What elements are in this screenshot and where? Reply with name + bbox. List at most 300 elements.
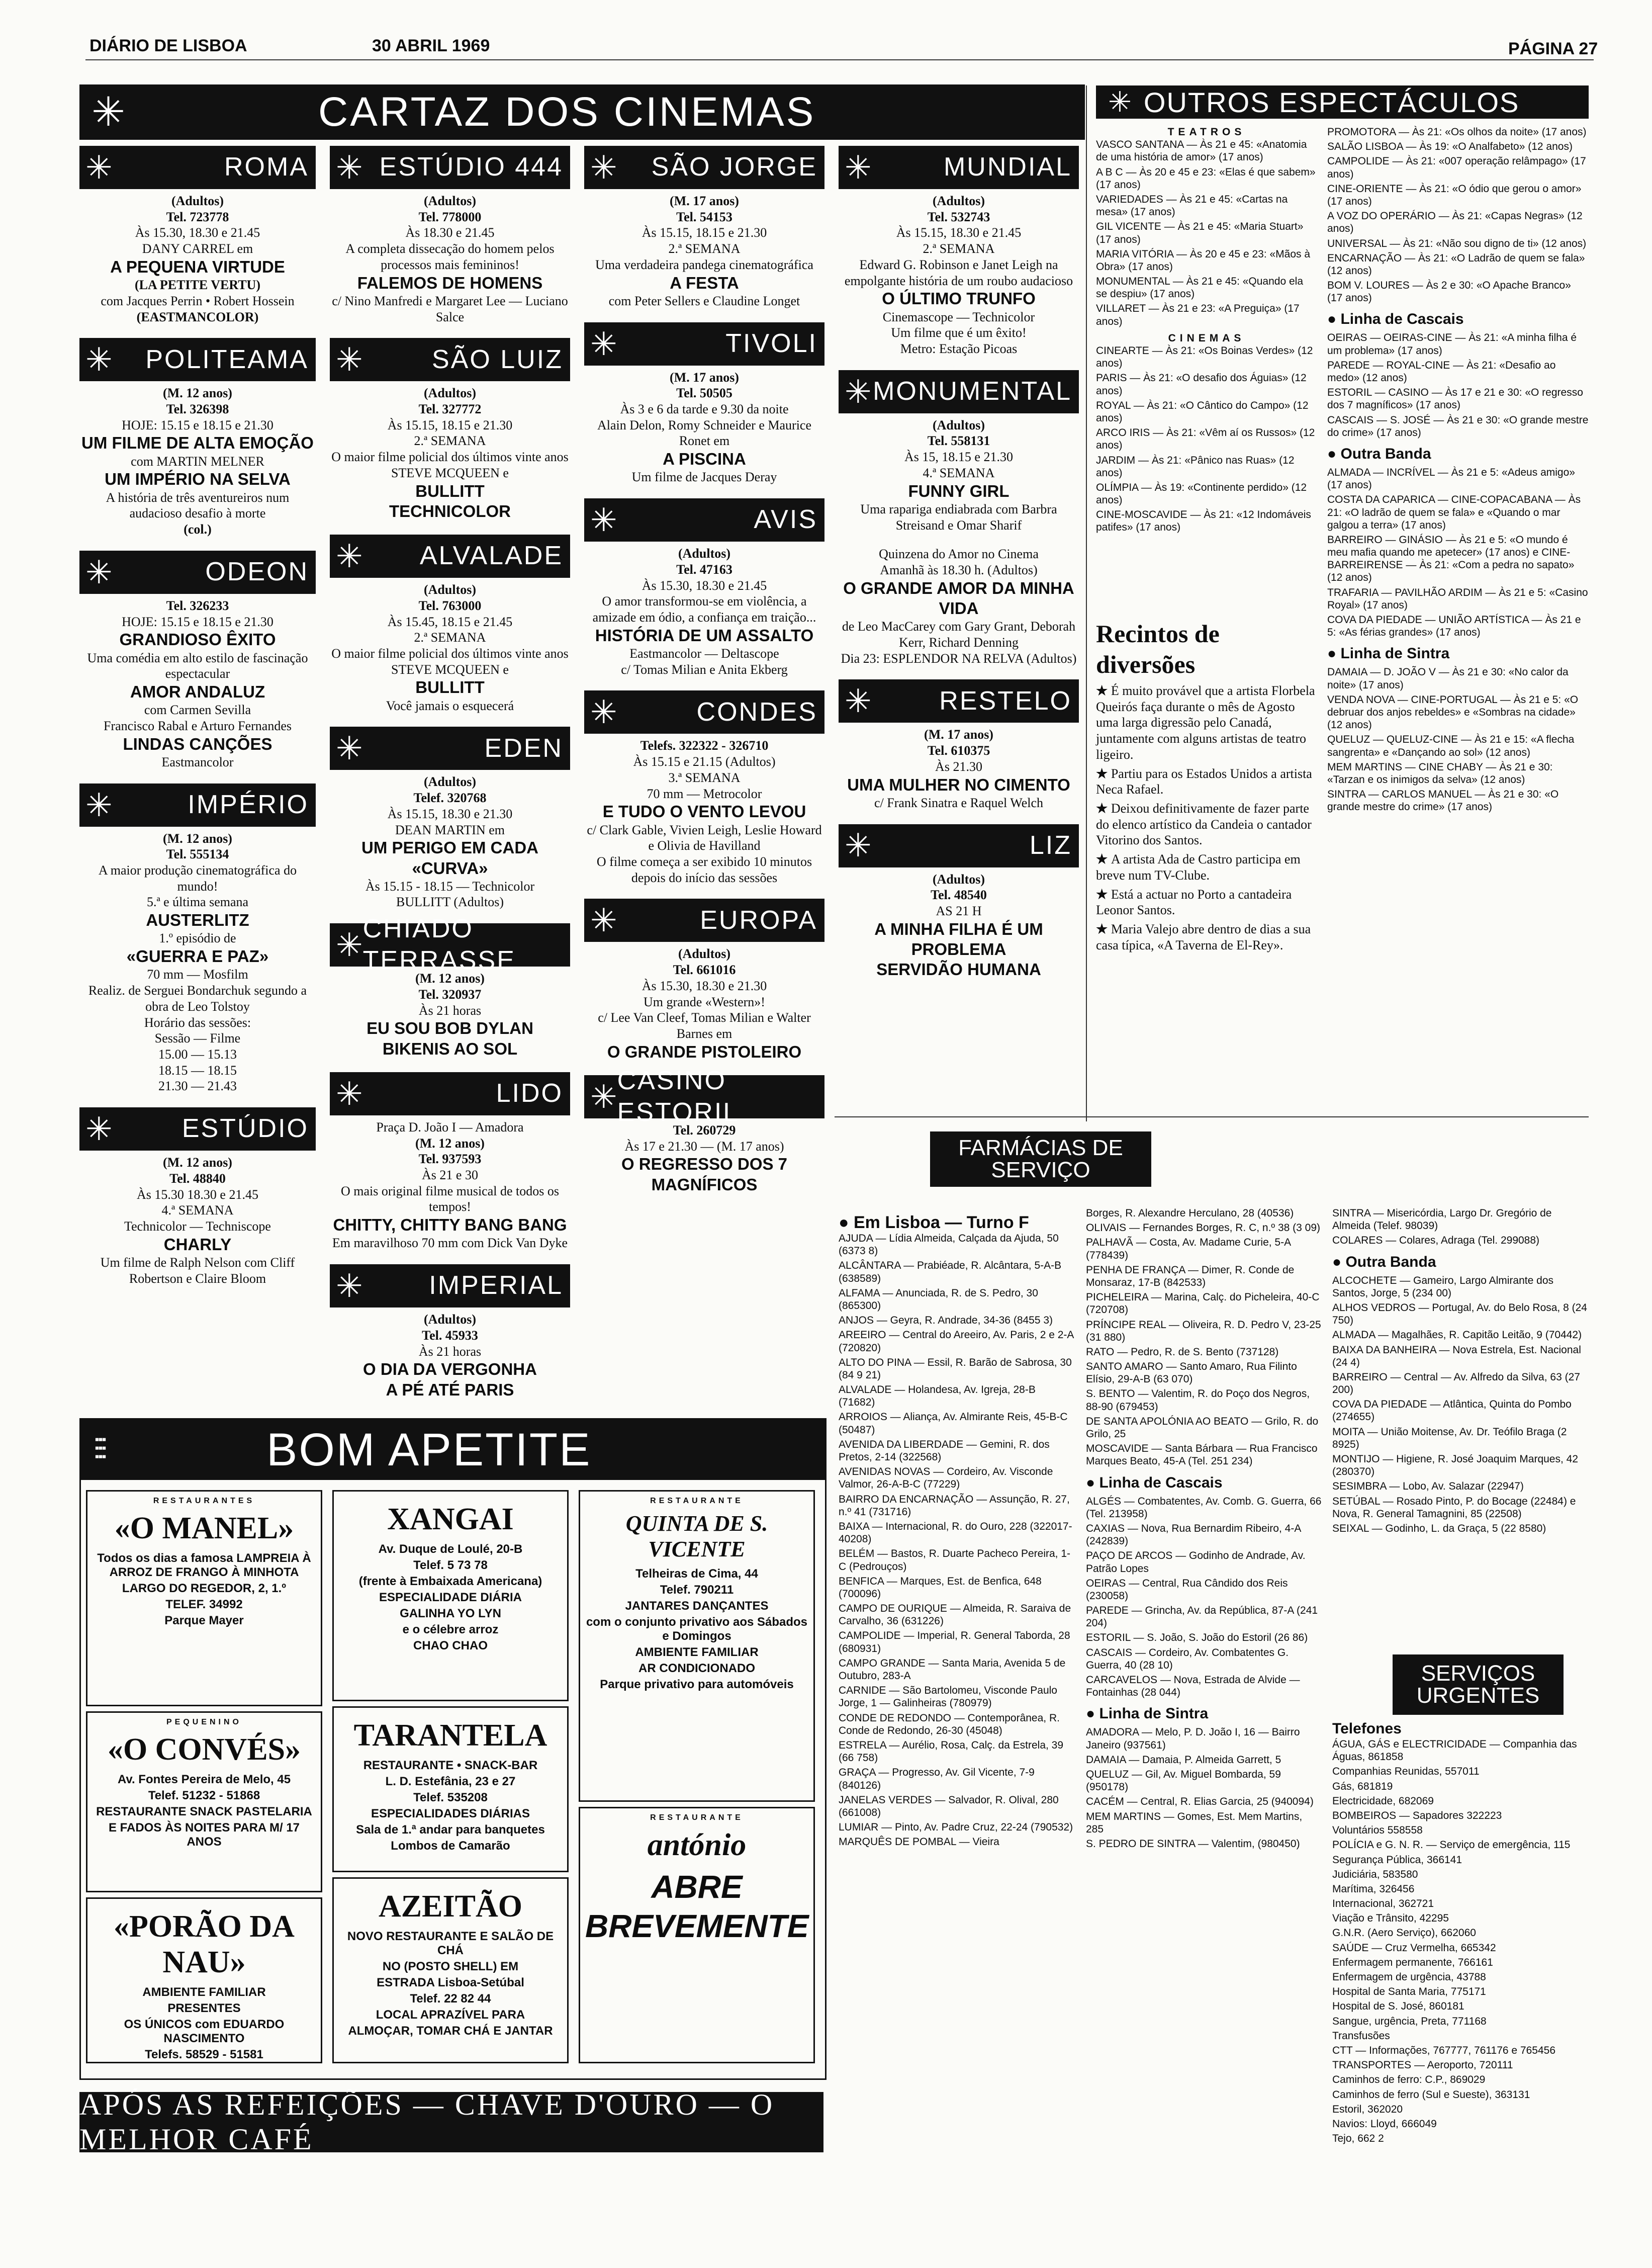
phone-entry: Judiciária, 583580: [1332, 1868, 1418, 1880]
restaurant-detail: e o célebre arroz: [402, 1623, 499, 1636]
cinema-line: Alain Delon, Romy Schneider e Maurice Ronet em: [597, 417, 811, 449]
cinema-listing: [330, 338, 570, 521]
cinema-line: com Jacques Perrin • Robert Hossein: [101, 293, 295, 308]
cinema-line: Às 21 horas: [418, 1003, 482, 1018]
cinema-name: CHIADO TERRASSE: [362, 914, 516, 976]
cascais-entry: PAREDE — ROYAL-CINE — Às 21: «Desafio ao medo» (12 anos): [1327, 359, 1556, 384]
cinema-line: «GUERRA E PAZ»: [126, 947, 269, 966]
recintos-item: [1096, 683, 1317, 763]
pharmacy-entry: CAXIAS — Nova, Rua Bernardim Ribeiro, 4-A (242839): [1086, 1522, 1301, 1547]
sintra-entry: SINTRA — CARLOS MANUEL — Às 21 e 30: «O grande mestre do crime» (17 anos): [1327, 789, 1559, 813]
pharmacy-entry: ARROIOS — Aliança, Av. Almirante Reis, 45-B-C (50487): [839, 1411, 1068, 1436]
cinema-line: O maior filme policial dos últimos vinte anos: [331, 450, 569, 465]
pharmacy-entry: SANTO AMARO — Santo Amaro, Rua Filinto Elísio, 29-A-B (63 070): [1086, 1361, 1297, 1385]
restaurant-ad-quinta: [579, 1490, 815, 1802]
outra-banda-entry: COVA DA PIEDADE — UNIÃO ARTÍSTICA — Às 21 e 5: «As férias grandes» (17 anos): [1327, 614, 1581, 639]
restaurant-detail: ESPECIALIDADES DIÁRIAS: [371, 1807, 530, 1820]
pharmacy-entry: ESTORIL — S. João, S. João do Estoril (26 86): [1086, 1632, 1308, 1644]
pharmacy-entry: COLARES — Colares, Adraga (Tel. 299088): [1332, 1235, 1540, 1247]
cinema-line: BULLITT: [415, 678, 485, 697]
outra-banda-entry: ALMADA — INCRÍVEL — Às 21 e 5: «Adeus amigo» (17 anos): [1327, 466, 1575, 491]
restaurant-detail: OS ÚNICOS com EDUARDO NASCIMENTO: [124, 2018, 285, 2045]
star-icon: ✳: [336, 927, 363, 964]
cinema-line: FUNNY GIRL: [908, 481, 1009, 500]
restaurant-name: «O MANEL»: [114, 1511, 294, 1545]
recintos-item: [1096, 851, 1317, 883]
page-number: PÁGINA 27: [1508, 39, 1598, 58]
recintos-text: Maria Valejo abre dentro de dias a sua casa típica, «A Taverna de El-Rey».: [1096, 922, 1311, 952]
cinema-line: Technicolor — Techniscope: [124, 1219, 271, 1234]
cinema-entry: CINEARTE — Às 21: «Os Boinas Verdes» (12 anos): [1096, 345, 1313, 370]
pharmacy-entry: PALHAVÃ — Costa, Av. Madame Curie, 5-A (778439): [1086, 1237, 1291, 1261]
cinema-line: A PÉ ATÉ PARIS: [386, 1380, 514, 1399]
cinema-name: CONDES: [696, 697, 817, 727]
restaurant-detail: Telef. 22 82 44: [410, 1992, 491, 2005]
star-icon: ✳: [336, 149, 363, 186]
cinema-line: Eastmancolor: [161, 754, 234, 769]
pharmacy-entry: MONTIJO — Higiene, R. José Joaquim Marques, 42 (280370): [1332, 1453, 1579, 1478]
pharmacy-entry: S. BENTO — Valentim, R. do Poço dos Negros, 88-90 (679453): [1086, 1388, 1310, 1413]
cinema-line: BULLITT: [415, 481, 485, 500]
star-icon: ✳: [590, 502, 617, 539]
cinema-line: Às 15.30, 18.30 e 21.45: [641, 578, 767, 593]
cinema-line: Telef. 320768: [413, 791, 487, 806]
cinema-header: [584, 146, 824, 189]
cinema-line: (M. 17 anos): [670, 370, 739, 385]
cinema-line: CHARLY: [163, 1235, 232, 1254]
phone-entry: Companhias Reunidas, 557011: [1332, 1766, 1480, 1778]
phone-entry: POLÍCIA e G. N. R. — Serviço de emergência, 115: [1332, 1839, 1571, 1851]
cinema-line: Telefs. 322322 - 326710: [640, 738, 769, 753]
cinema-line: c/ Lee Van Cleef, Tomas Milian e Walter Barnes em: [598, 1010, 811, 1041]
chave-douro-text: APÓS AS REFEIÇÕES — CHAVE D'OURO — O MELHOR CAFÉ: [79, 2088, 775, 2156]
cinema-line: (M. 12 anos): [415, 971, 485, 986]
pharmacy-entry: ALFAMA — Anunciada, R. de S. Pedro, 30 (865300): [839, 1287, 1038, 1312]
pharmacy-entry: MARQUÊS DE POMBAL — Vieira: [839, 1836, 999, 1848]
restaurant-ad-azeitao: [332, 1877, 569, 2063]
restaurant-detail: AMBIENTE FAMILIAR: [635, 1645, 759, 1659]
cinema-column-4: [839, 146, 1079, 993]
cinema-listing: [79, 338, 316, 538]
cinema-line: O DIA DA VERGONHA: [363, 1360, 537, 1379]
cinema-name: RESTELO: [939, 686, 1072, 716]
pharmacy-entry: QUELUZ — Gil, Av. Miguel Bombarda, 59 (950178): [1086, 1768, 1281, 1793]
recintos-section: [1096, 619, 1317, 956]
phone-entry: CTT — Informações, 767777, 761176 e 765456: [1332, 2044, 1556, 2056]
cinema-listing: [584, 690, 824, 886]
pharmacy-entry: PRÍNCIPE REAL — Oliveira, R. D. Pedro V, 23-25 (31 880): [1086, 1319, 1321, 1343]
cinema-header: [584, 690, 824, 734]
pharmacy-entry: BENFICA — Marques, Est. de Benfica, 648 (700096): [839, 1575, 1042, 1600]
outra-banda-entry: COSTA DA CAPARICA — CINE-COPACABANA — Às 21: «O ladrão de quem se fala» e «Quando o mar galgou a terra» (17 anos): [1327, 494, 1581, 531]
cinema-listing: [79, 1107, 316, 1286]
cinema-listing: [330, 535, 570, 714]
cinema-name: EDEN: [484, 733, 563, 763]
cinema-name: TIVOLI: [725, 328, 817, 358]
pharmacy-entry: PAREDE — Grincha, Av. da República, 87-A (241 204): [1086, 1605, 1318, 1629]
star-icon: ✳: [845, 373, 872, 410]
cinema-line: Praça D. João I — Amadora: [376, 1119, 524, 1135]
sintra-entry: MEM MARTINS — CINE CHABY — Às 21 e 30: «Tarzan e os inimigos da selva» (12 anos): [1327, 761, 1553, 786]
cinema-line: O maior filme policial dos últimos vinte anos: [331, 646, 569, 661]
pharmacy-entry: AVENIDAS NOVAS — Cordeiro, Av. Visconde Valmor, 26-A-B-C (77229): [839, 1466, 1053, 1491]
cinema-line: Tel. 50505: [676, 386, 732, 401]
cinema-line: (M. 17 anos): [670, 194, 739, 208]
pharmacy-entry: DE SANTA APOLÓNIA AO BEATO — Grilo, R. do Grilo, 25: [1086, 1415, 1319, 1440]
pharmacy-entry: SINTRA — Misericórdia, Largo Dr. Gregório de Almeida (Telef. 98039): [1332, 1207, 1552, 1232]
sintra-entry: QUELUZ — QUELUZ-CINE — Às 21 e 15: «A flecha sangrenta» e «Dançando ao sol» (12 anos): [1327, 734, 1575, 758]
cinemas-banner: [79, 84, 1085, 140]
cinema-name: MUNDIAL: [943, 152, 1072, 182]
cinema-line: O GRANDE PISTOLEIRO: [607, 1042, 802, 1061]
restaurant-detail: Parque privativo para automóveis: [600, 1678, 794, 1691]
restaurant-ad-tarantela: [332, 1706, 569, 1872]
cinema-line: Eastmancolor — Deltascope: [629, 646, 779, 661]
cinema-line: 5.ª e última semana: [146, 895, 249, 910]
pharmacy-entry: ALCÂNTARA — Prabiéade, R. Alcântara, 5-A-B (638589): [839, 1260, 1062, 1284]
pharmacy-entry: OLIVAIS — Fernandes Borges, R. C, n.º 38 (3 09): [1086, 1222, 1320, 1234]
cinema-line: Um grande «Western»!: [644, 994, 765, 1009]
star-icon: ✳: [590, 325, 617, 362]
restaurant-detail: NO (POSTO SHELL) EM: [382, 1960, 519, 1973]
star-bullet-icon: ★: [1096, 766, 1111, 781]
star-icon: ✳: [590, 902, 617, 939]
cinema-name: AVIS: [754, 505, 817, 535]
farmacias-title: FARMÁCIAS DE SERVIÇO: [958, 1136, 1123, 1182]
recintos-title: Recintos de diversões: [1096, 620, 1220, 678]
sintra-title: ● Linha de Sintra: [1327, 645, 1450, 662]
cinema-line: c/ Frank Sinatra e Raquel Welch: [874, 795, 1044, 810]
cinema-line: c/ Nino Manfredi e Margaret Lee — Luciano Salce: [332, 293, 568, 324]
cinema-line: FALEMOS DE HOMENS: [357, 273, 543, 292]
outros-right: [1327, 126, 1589, 815]
restaurant-detail: ESPECIALIDADE DIÁRIA: [379, 1591, 522, 1604]
lisboa-turno: ● Em Lisboa — Turno F: [839, 1213, 1029, 1232]
cinema-listing: [330, 727, 570, 910]
pharmacy-entry: BAIXA — Internacional, R. do Ouro, 228 (322017-40208): [839, 1520, 1072, 1545]
cinema-line: (M. 17 anos): [924, 727, 993, 742]
restaurant-detail: Telef. 535208: [413, 1791, 488, 1804]
cinema-line: (Adultos): [932, 194, 985, 208]
restaurant-category: RESTAURANTE: [650, 1497, 744, 1505]
phone-entry: TRANSPORTES — Aeroporto, 720111: [1332, 2059, 1513, 2071]
pharmacy-entry: CASCAIS — Cordeiro, Av. Combatentes G. Guerra, 40 (28 10): [1086, 1646, 1289, 1671]
cinema-line: Tel. 47163: [676, 562, 732, 577]
cinema-line: GRANDIOSO ÊXITO: [119, 630, 276, 649]
pharmacy-entry: AREEIRO — Central do Areeiro, Av. Paris, 2 e 2-A (720820): [839, 1329, 1074, 1354]
star-icon: ✳: [336, 1268, 363, 1304]
restaurant-detail: ESTRADA Lisboa-Setúbal: [377, 1976, 524, 1989]
cinema-name: EUROPA: [700, 905, 817, 935]
pharmacy-entry: RATO — Pedro, R. de S. Bento (737128): [1086, 1346, 1279, 1358]
star-icon: ✳: [91, 90, 126, 134]
restaurant-ad-antonio: [579, 1807, 815, 2063]
cinema-line: HOJE: 15.15 e 18.15 e 21.30: [122, 614, 273, 629]
star-bullet-icon: ★: [1096, 852, 1111, 867]
recintos-item: [1096, 801, 1317, 848]
cinema-line: Horário das sessões:: [144, 1015, 251, 1030]
restaurant-detail: com o conjunto privativo aos Sábados e Domingos: [586, 1615, 808, 1643]
pharmacy-entry: ALCOCHETE — Gameiro, Largo Almirante dos Santos, Jorge, 5 (234 00): [1332, 1274, 1553, 1299]
cinema-line: (Adultos): [423, 386, 476, 401]
restaurant-detail: (frente à Embaixada Americana): [358, 1575, 542, 1588]
cinema-entry: JARDIM — Às 21: «Pânico nas Ruas» (12 anos): [1096, 454, 1295, 479]
farmacias-column-2: [1086, 1207, 1322, 1852]
restaurant-detail: CHAO CHAO: [413, 1639, 488, 1652]
cinema-line: Às 15, 18.15 e 21.30: [904, 450, 1013, 465]
cinema-line: Tel. 326233: [166, 598, 229, 613]
cinema-header: [839, 824, 1079, 867]
cinema-line: Às 15.15, 18.30 e 21.45: [896, 225, 1022, 240]
pharmacy-entry: GRAÇA — Progresso, Av. Gil Vicente, 7-9 (840126): [839, 1767, 1035, 1791]
pharmacy-entry: AVENIDA DA LIBERDADE — Gemini, R. dos Pretos, 2-14 (322568): [839, 1438, 1050, 1463]
pharmacy-entry: OEIRAS — Central, Rua Cândido dos Reis (230058): [1086, 1577, 1288, 1602]
cinema-line: 4.ª SEMANA: [923, 465, 995, 480]
cinema-line: O amor transformou-se em violência, a amizade em ódio, a confiança em traição...: [592, 594, 816, 625]
pharmacy-entry: ESTRELA — Aurélio, Rosa, Calç. da Estrela, 39 (66 758): [839, 1739, 1064, 1764]
cinema-line: (Adultos): [171, 194, 224, 208]
teatro-entry: VILLARET — Às 21 e 23: «A Preguiça» (17 anos): [1096, 303, 1300, 327]
cinema-line: Às 15.30, 18.30 e 21.30: [641, 978, 767, 993]
restaurant-detail: RESTAURANTE • SNACK-BAR: [363, 1759, 538, 1772]
cinema-line: UM FILME DE ALTA EMOÇÃO: [81, 433, 314, 453]
cinema-listing: [839, 679, 1079, 811]
farm-outra-title: ● Outra Banda: [1332, 1253, 1436, 1270]
cinema-line: (Adultos): [932, 417, 985, 432]
cinema-line: A maior produção cinematográfica do mundo!: [98, 863, 297, 894]
restaurant-detail: Telefs. 58529 - 51581: [145, 2048, 263, 2061]
cinema-line: com MARTIN MELNER: [131, 454, 264, 469]
cinema-entry: CINE-ORIENTE — Às 21: «O ódio que gerou o amor» (17 anos): [1327, 183, 1582, 207]
cinema-line: O GRANDE AMOR DA MINHA VIDA: [843, 578, 1074, 618]
star-icon: ✳: [845, 683, 872, 720]
cinema-line: Tel. 45933: [422, 1328, 478, 1343]
pharmacy-entry: ALVALADE — Holandesa, Av. Igreja, 28-B (71682): [839, 1384, 1036, 1409]
cinema-line: 70 mm — Mosfilm: [147, 967, 248, 982]
sintra-entry: VENDA NOVA — CINE-PORTUGAL — Às 21 e 5: «O debruar dos anjos rebeldes» e «Sombras na cidade» (12 anos): [1327, 693, 1579, 731]
outros-left: [1096, 126, 1317, 536]
cinema-column-3: [584, 146, 824, 1208]
cinema-line: 2.ª SEMANA: [414, 630, 486, 645]
cinema-header: [330, 1264, 570, 1307]
cinema-line: DANY CARREL em: [142, 241, 253, 256]
star-icon: ✳: [85, 149, 113, 186]
cinema-header: [79, 1107, 316, 1151]
cinema-name: POLITEAMA: [145, 344, 309, 374]
cinema-listing: [79, 783, 316, 1095]
restaurant-detail: RESTAURANTE SNACK PASTELARIA: [96, 1805, 312, 1818]
teatro-entry: A B C — Às 20 e 45 e 23: «Elas é que sabem» (17 anos): [1096, 166, 1316, 191]
restaurant-detail: E FADOS ÀS NOITES PARA M/ 17 ANOS: [108, 1821, 300, 1849]
recintos-text: Partiu para os Estados Unidos a artista Neca Rafael.: [1096, 766, 1312, 797]
cinema-header: [330, 535, 570, 578]
restaurant-detail: GALINHA YO LYN: [400, 1607, 501, 1620]
phone-entry: Tejo, 662 2: [1332, 2133, 1384, 2145]
phone-entry: Hospital de Santa Maria, 775171: [1332, 1986, 1486, 1998]
cinema-line: Amanhã às 18.30 h. (Adultos): [880, 563, 1038, 577]
cinema-listing: [584, 146, 824, 309]
star-icon: ✳: [590, 149, 617, 186]
cinema-line: Tel. 661016: [673, 963, 736, 978]
star-bullet-icon: ★: [1096, 801, 1111, 816]
phone-entry: Internacional, 362721: [1332, 1898, 1434, 1910]
restaurant-name: XANGAI: [387, 1502, 514, 1536]
cinema-line: A PEQUENA VIRTUDE: [110, 257, 285, 276]
cinema-line: Às 3 e 6 da tarde e 9.30 da noite: [620, 402, 789, 416]
pharmacy-entry: CARCAVELOS — Nova, Estrada de Alvide — Fontainhas (28 044): [1086, 1674, 1300, 1699]
restaurant-detail: L. D. Estefânia, 23 e 27: [385, 1775, 516, 1788]
cinema-line: Tel. 48540: [931, 888, 987, 903]
phone-entry: G.N.R. (Aero Serviço), 662060: [1332, 1927, 1476, 1939]
pharmacy-entry: BAIXA DA BANHEIRA — Nova Estrela, Est. Nacional (24 4): [1332, 1344, 1581, 1368]
recintos-text: É muito provável que a artista Florbela Queirós faça durante o mês de Agosto uma larga digressão pelo Canadá, juntamente com alguns artistas de teatro ligeiro.: [1096, 683, 1315, 762]
fork-icon: ⫶⫶⫶: [93, 1433, 104, 1466]
urgentes-section: [1332, 1720, 1589, 2147]
cinema-line: Dia 23: ESPLENDOR NA RELVA (Adultos): [841, 651, 1077, 666]
phone-entry: Transfusões: [1332, 2030, 1390, 2042]
cinema-line: Às 15.15 e 21.15 (Adultos): [633, 754, 776, 769]
cinema-line: O filme começa a ser exibido 10 minutos depois do início das sessões: [596, 854, 812, 885]
bom-apetite-banner: [81, 1420, 825, 1480]
cinema-line: Às 15.15, 18.15 e 21.30: [387, 417, 513, 432]
cinema-line: Tel. 937593: [418, 1152, 482, 1167]
outros-banner: [1096, 85, 1589, 119]
cinema-line: A completa dissecação do homem pelos processos mais femininos!: [345, 241, 555, 272]
pharmacy-entry: AMADORA — Melo, P. D. João I, 16 — Bairro Janeiro (937561): [1086, 1726, 1300, 1751]
pharmacy-entry: ANJOS — Geyra, R. Andrade, 34-36 (8455 3): [839, 1315, 1053, 1327]
phone-entry: Segurança Pública, 366141: [1332, 1854, 1462, 1866]
cinema-name: MONUMENTAL: [873, 377, 1072, 406]
cinema-line: A FESTA: [670, 273, 739, 292]
farm-sintra-title: ● Linha de Sintra: [1086, 1705, 1209, 1722]
cinema-entry: CINE-MOSCAVIDE — Às 21: «12 Indomáveis patifes» (17 anos): [1096, 509, 1311, 534]
cinema-listing: [584, 498, 824, 677]
restaurant-ad-porao: [86, 1897, 322, 2063]
cascais-title: ● Linha de Cascais: [1327, 311, 1464, 328]
cinema-line: Tel. 555134: [166, 847, 229, 862]
cinema-line: BIKENIS AO SOL: [382, 1039, 518, 1058]
cinema-line: Uma verdadeira pandega cinematográfica: [595, 257, 813, 272]
restaurant-name: «O CONVÉS»: [107, 1732, 301, 1767]
restaurant-detail: Lombos de Camarão: [391, 1839, 510, 1853]
cinema-line: 18.15 — 18.15: [158, 1063, 237, 1078]
restaurant-detail: LOCAL APRAZÍVEL PARA: [376, 2008, 525, 2022]
cinema-entry: PARIS — Às 21: «O desafio dos Águias» (12 anos): [1096, 372, 1307, 397]
urgentes-title: SERVIÇOS URGENTES: [1416, 1661, 1540, 1708]
pharmacy-entry: SETÚBAL — Rosado Pinto, P. do Bocage (22484) e Nova, R. General Tamagnini, 85 (22508): [1332, 1495, 1576, 1520]
pharmacy-entry: MOSCAVIDE — Santa Bárbara — Rua Francisco Marques Beato, 45-A (Tel. 251 234): [1086, 1443, 1318, 1467]
outra-banda-title: ● Outra Banda: [1327, 445, 1431, 462]
cinema-line: CHITTY, CHITTY BANG BANG: [333, 1215, 567, 1235]
farmacias-column-3: [1332, 1207, 1589, 1537]
star-icon: ✳: [1108, 86, 1132, 118]
teatro-entry: GIL VICENTE — Às 21 e 45: «Maria Stuart» (17 anos): [1096, 221, 1304, 245]
cinema-line: AUSTERLITZ: [146, 911, 249, 930]
cinema-entry: CAMPOLIDE — Às 21: «007 operação relâmpago» (17 anos): [1327, 155, 1586, 180]
cinema-line: (M. 12 anos): [163, 386, 232, 401]
pharmacy-entry: MOITA — União Moitense, Av. Dr. Teófilo Braga (2 8925): [1332, 1426, 1567, 1450]
cinema-line: Às 15.45, 18.15 e 21.45: [387, 614, 513, 629]
phone-entry: Enfermagem permanente, 766161: [1332, 1956, 1493, 1968]
cinema-line: STEVE MCQUEEN e: [391, 465, 509, 480]
cascais-entry: OEIRAS — OEIRAS-CINE — Às 21: «A minha filha é um problema» (17 anos): [1327, 332, 1577, 357]
cascais-entry: CASCAIS — S. JOSÉ — Às 21 e 30: «O grande mestre do crime» (17 anos): [1327, 414, 1589, 439]
cinema-header: [839, 146, 1079, 189]
cinema-line: UMA MULHER NO CIMENTO: [847, 775, 1070, 794]
restaurant-detail: Telef. 790211: [660, 1583, 734, 1597]
restaurant-detail: Parque Mayer: [164, 1614, 244, 1627]
pharmacy-entry: PAÇO DE ARCOS — Godinho de Andrade, Av. Patrão Lopes: [1086, 1550, 1306, 1575]
cinema-line: UM PERIGO EM CADA «CURVA»: [361, 838, 538, 878]
cinema-line: TECHNICOLOR: [389, 501, 511, 520]
star-icon: ✳: [85, 787, 113, 823]
cinema-header: [584, 498, 824, 542]
cinema-line: Tel. 327772: [418, 402, 482, 416]
restaurant-name: QUINTA DE S. VICENTE: [625, 1511, 768, 1561]
cinema-line: 2.ª SEMANA: [923, 241, 995, 256]
pharmacy-entry: ALHOS VEDROS — Portugal, Av. do Belo Rosa, 8 (24 750): [1332, 1301, 1587, 1327]
cinema-entry: ENCARNAÇÃO — Às 21: «O Ladrão de quem se fala» (12 anos): [1327, 252, 1585, 277]
bom-apetite-title: BOM APETITE: [266, 1424, 592, 1475]
cinema-header: [79, 146, 316, 189]
cinema-name: LIDO: [496, 1079, 563, 1108]
phone-entry: Gás, 681819: [1332, 1780, 1393, 1792]
cinema-line: Às 15.15, 18.30 e 21.30: [387, 806, 513, 821]
cinema-line: Às 21 horas: [418, 1344, 482, 1359]
cinema-line: Tel. 320937: [418, 987, 482, 1002]
pharmacy-entry: ALMADA — Magalhães, R. Capitão Leitão, 9 (70442): [1332, 1329, 1582, 1341]
bom-apetite-section: [79, 1418, 827, 2080]
cinema-line: Às 15.15 - 18.15 — Technicolor: [365, 879, 535, 894]
cinema-line: Às 21.30: [935, 759, 982, 774]
phone-entry: Caminhos de ferro: C.P., 869029: [1332, 2074, 1486, 2086]
cinemas-title: CARTAZ DOS CINEMAS: [318, 89, 816, 135]
cinema-line: (M. 12 anos): [163, 1155, 232, 1170]
cinema-line: AMOR ANDALUZ: [130, 682, 265, 701]
star-bullet-icon: ★: [1096, 887, 1111, 902]
cinema-line: Às 21 e 30: [422, 1168, 478, 1182]
restaurant-detail: JANTARES DANÇANTES: [625, 1599, 769, 1613]
pharmacy-entry: S. PEDRO DE SINTRA — Valentim, (980450): [1086, 1838, 1300, 1850]
restaurant-detail: Telef. 5 73 78: [413, 1558, 488, 1572]
outra-banda-entry: TRAFARIA — PAVILHÃO ARDIM — Às 21 e 5: «Casino Royal» (17 anos): [1327, 586, 1588, 611]
phone-entry: Estoril, 362020: [1332, 2103, 1403, 2115]
cinema-entry: ROYAL — Às 21: «O Cântico do Campo» (12 anos): [1096, 399, 1309, 424]
cinema-line: Cinemascope — Technicolor: [882, 309, 1035, 324]
cinema-line: com Carmen Sevilla: [144, 703, 251, 718]
farmacias-column-1: [839, 1232, 1075, 1850]
cinema-name: ESTÚDIO: [181, 1114, 309, 1144]
cinema-line: Tel. 48840: [169, 1171, 226, 1186]
restaurant-category: PEQUENINO: [166, 1718, 242, 1726]
recintos-text: A artista Ada de Castro participa em breve num TV-Clube.: [1096, 852, 1301, 883]
pharmacy-entry: AJUDA — Lídia Almeida, Calçada da Ajuda, 50 (6373 8): [839, 1233, 1059, 1257]
cinema-line: (M. 12 anos): [415, 1136, 485, 1151]
phone-entry: Viação e Trânsito, 42295: [1332, 1912, 1449, 1925]
phone-entry: Navios: Lloyd, 666049: [1332, 2118, 1437, 2130]
cinema-header: [330, 727, 570, 770]
phone-entry: ÁGUA, GÁS e ELECTRICIDADE — Companhia das Águas, 861858: [1332, 1738, 1577, 1763]
restaurant-detail: Sala de 1.ª andar para banquetes: [356, 1823, 545, 1837]
pharmacy-entry: CAMPOLIDE — Imperial, R. General Taborda, 28 (680931): [839, 1630, 1070, 1654]
outros-cinemas-title: CINEMAS: [1168, 332, 1245, 344]
cinema-line: DEAN MARTIN em: [395, 822, 505, 837]
chave-douro-ad: [79, 2088, 823, 2156]
pharmacy-entry: CARNIDE — São Bartolomeu, Visconde Paulo Jorge, 1 — Galinheiras (780979): [839, 1685, 1057, 1709]
newspaper-name: DIÁRIO DE LISBOA: [89, 36, 247, 55]
cinema-line: Um filme de Ralph Nelson com Cliff Robertson e Claire Bloom: [100, 1255, 295, 1286]
cinema-column-2: [330, 146, 570, 1413]
